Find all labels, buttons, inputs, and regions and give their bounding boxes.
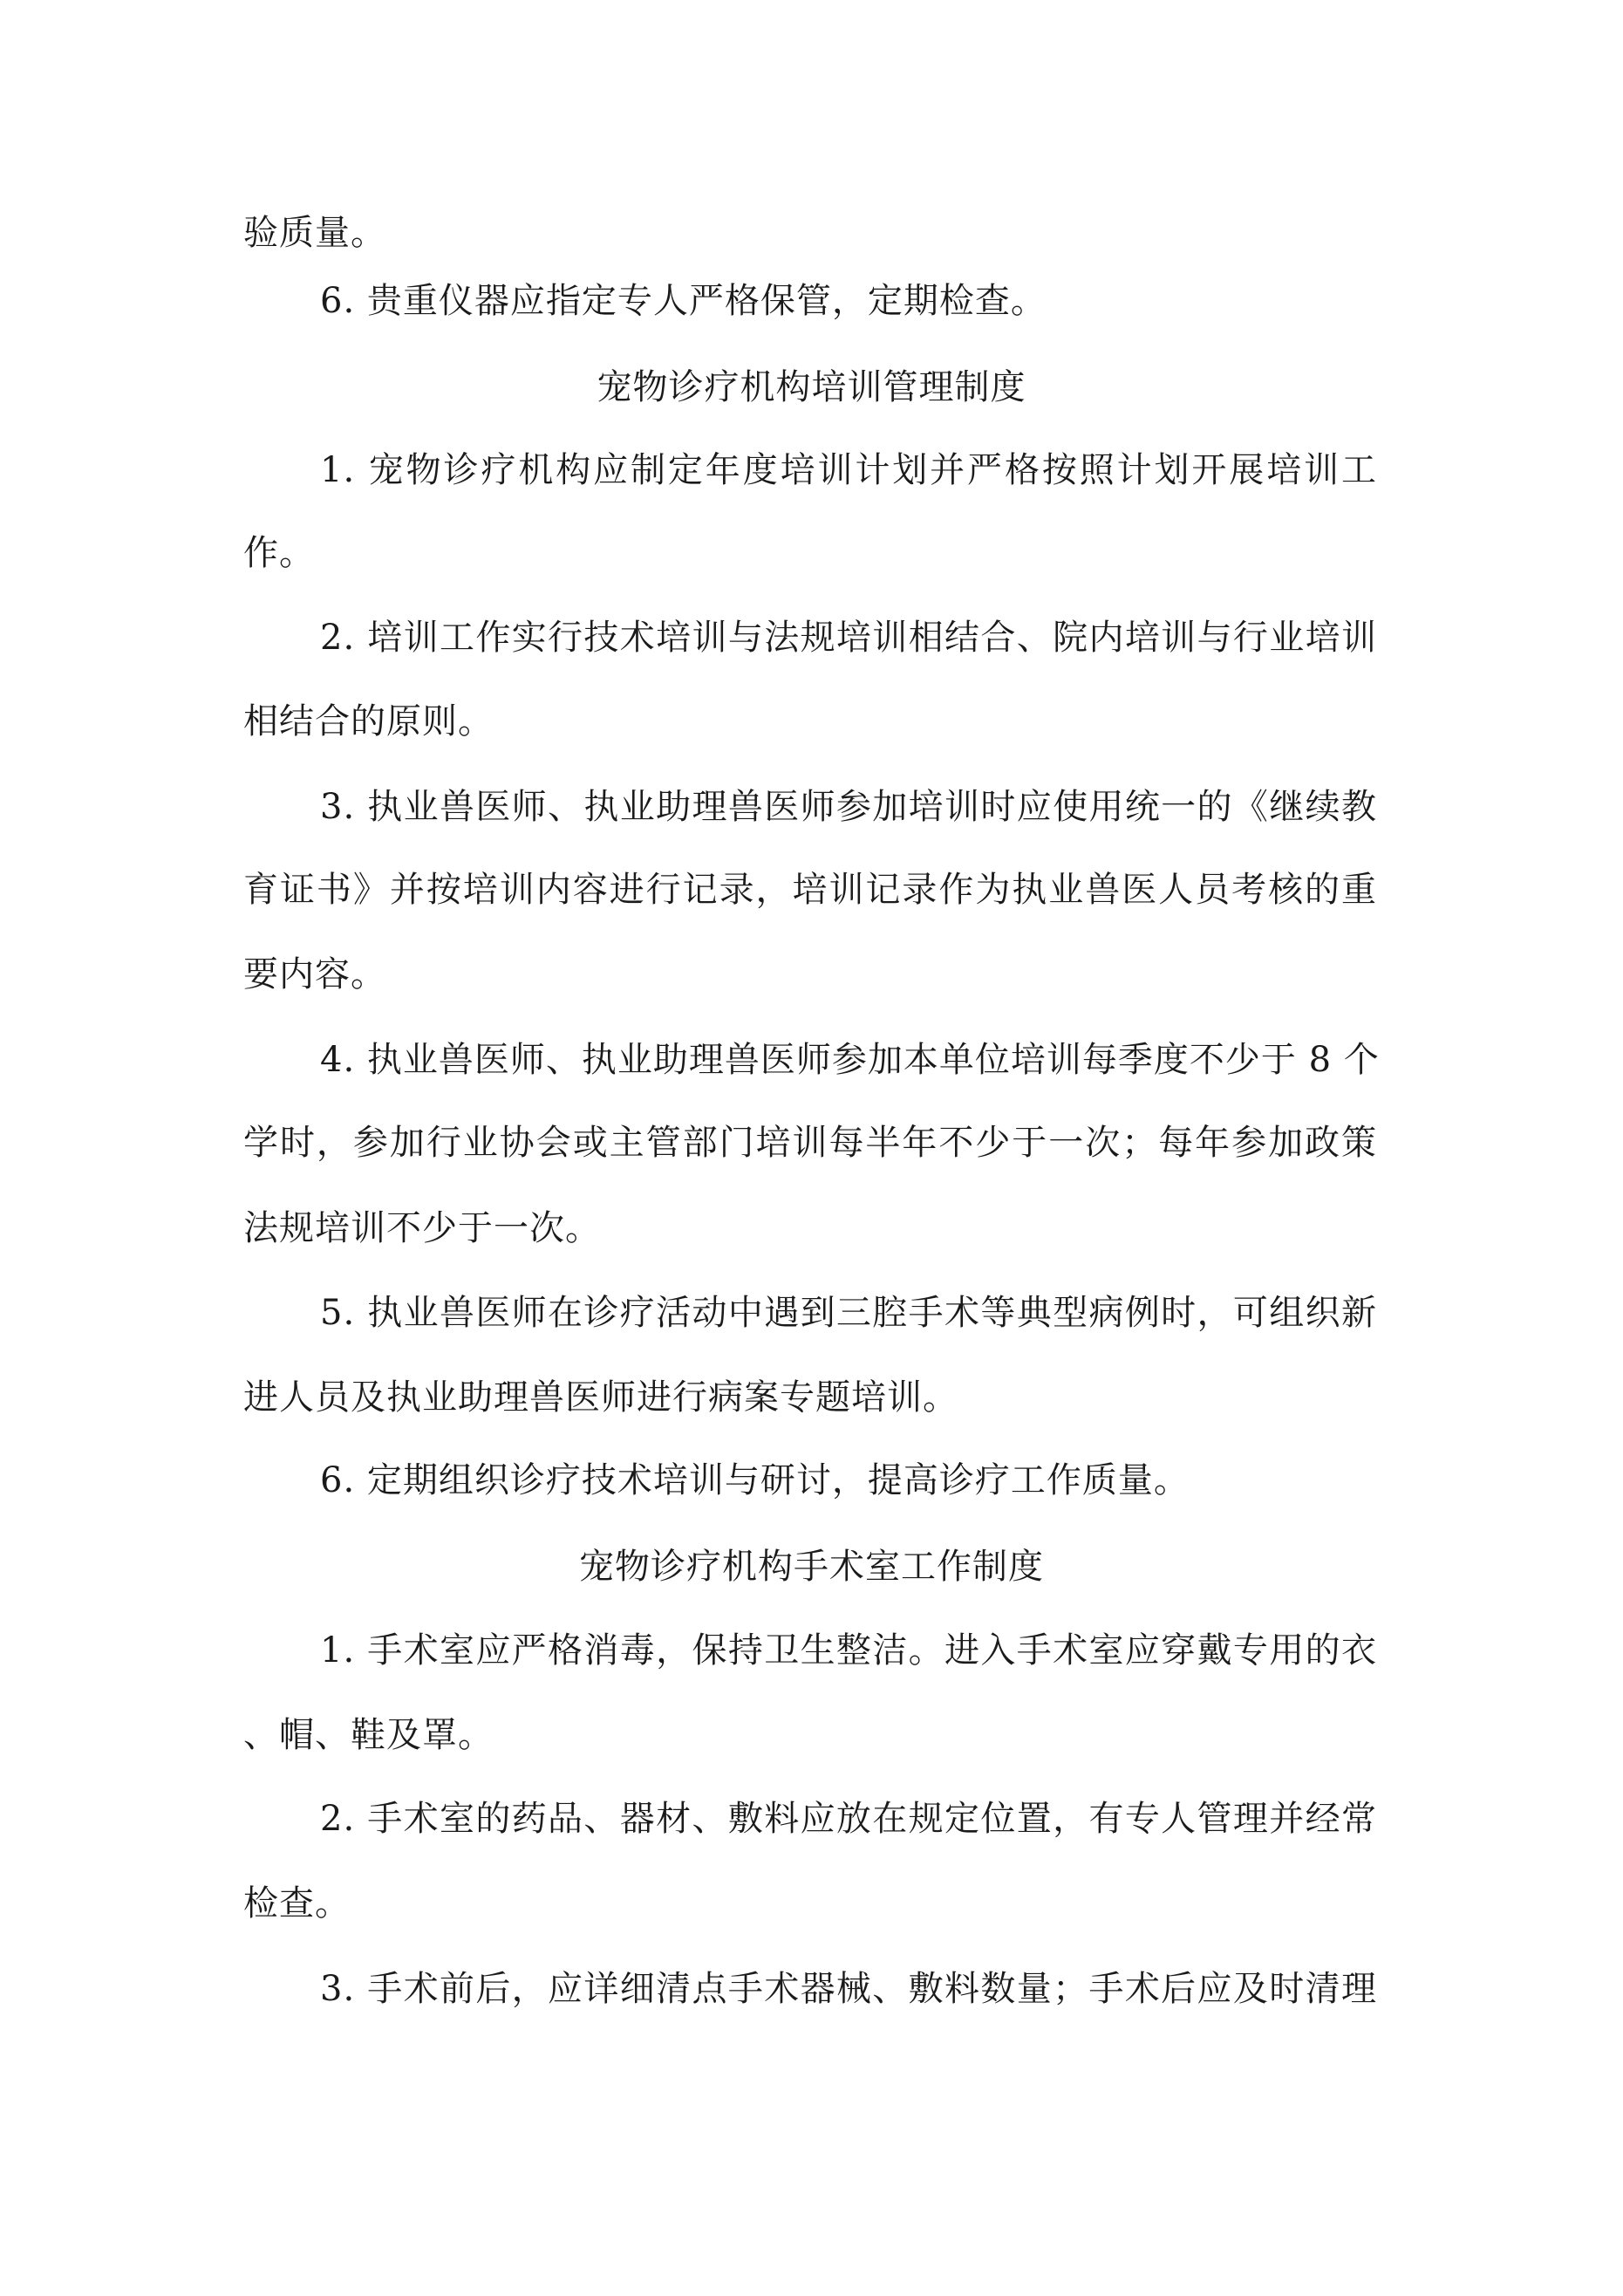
text-line: 作。 — [243, 533, 315, 573]
text-line: 法规培训不少于一次。 — [243, 1208, 601, 1248]
text-line: 学时，参加行业协会或主管部门培训每半年不少于一次；每年参加政策 — [243, 1123, 1377, 1163]
list-item-2: 2. 手术室的药品、器材、敷料应放在规定位置，有专人管理并经常 — [320, 1799, 1377, 1839]
text-line: 检查。 — [243, 1883, 351, 1924]
text-line: 进人员及执业助理兽医师进行病案专题培训。 — [243, 1377, 958, 1418]
list-item-1: 1. 手术室应严格消毒，保持卫生整洁。进入手术室应穿戴专用的衣 — [320, 1630, 1377, 1671]
section-heading-training: 宠物诊疗机构培训管理制度 — [597, 367, 1026, 407]
text-line: 验质量。 — [243, 213, 386, 253]
text-line: 相结合的原则。 — [243, 701, 494, 741]
list-item-6: 6. 贵重仪器应指定专人严格保管，定期检查。 — [320, 281, 1047, 321]
text-line: 要内容。 — [243, 954, 386, 994]
text-line: 、帽、鞋及罩。 — [243, 1715, 494, 1755]
list-item-3: 3. 执业兽医师、执业助理兽医师参加培训时应使用统一的《继续教 — [320, 787, 1377, 827]
text-line: 育证书》并按培训内容进行记录，培训记录作为执业兽医人员考核的重 — [243, 870, 1377, 910]
list-item-5: 5. 执业兽医师在诊疗活动中遇到三腔手术等典型病例时，可组织新 — [320, 1293, 1377, 1333]
list-item-1: 1. 宠物诊疗机构应制定年度培训计划并严格按照计划开展培训工 — [320, 450, 1377, 490]
list-item-3: 3. 手术前后，应详细清点手术器械、敷料数量；手术后应及时清理 — [320, 1969, 1377, 2009]
list-item-6: 6. 定期组织诊疗技术培训与研讨，提高诊疗工作质量。 — [320, 1460, 1190, 1500]
section-heading-operating-room: 宠物诊疗机构手术室工作制度 — [579, 1547, 1044, 1587]
list-item-4: 4. 执业兽医师、执业助理兽医师参加本单位培训每季度不少于 8 个 — [320, 1040, 1380, 1080]
list-item-2: 2. 培训工作实行技术培训与法规培训相结合、院内培训与行业培训 — [320, 618, 1377, 658]
